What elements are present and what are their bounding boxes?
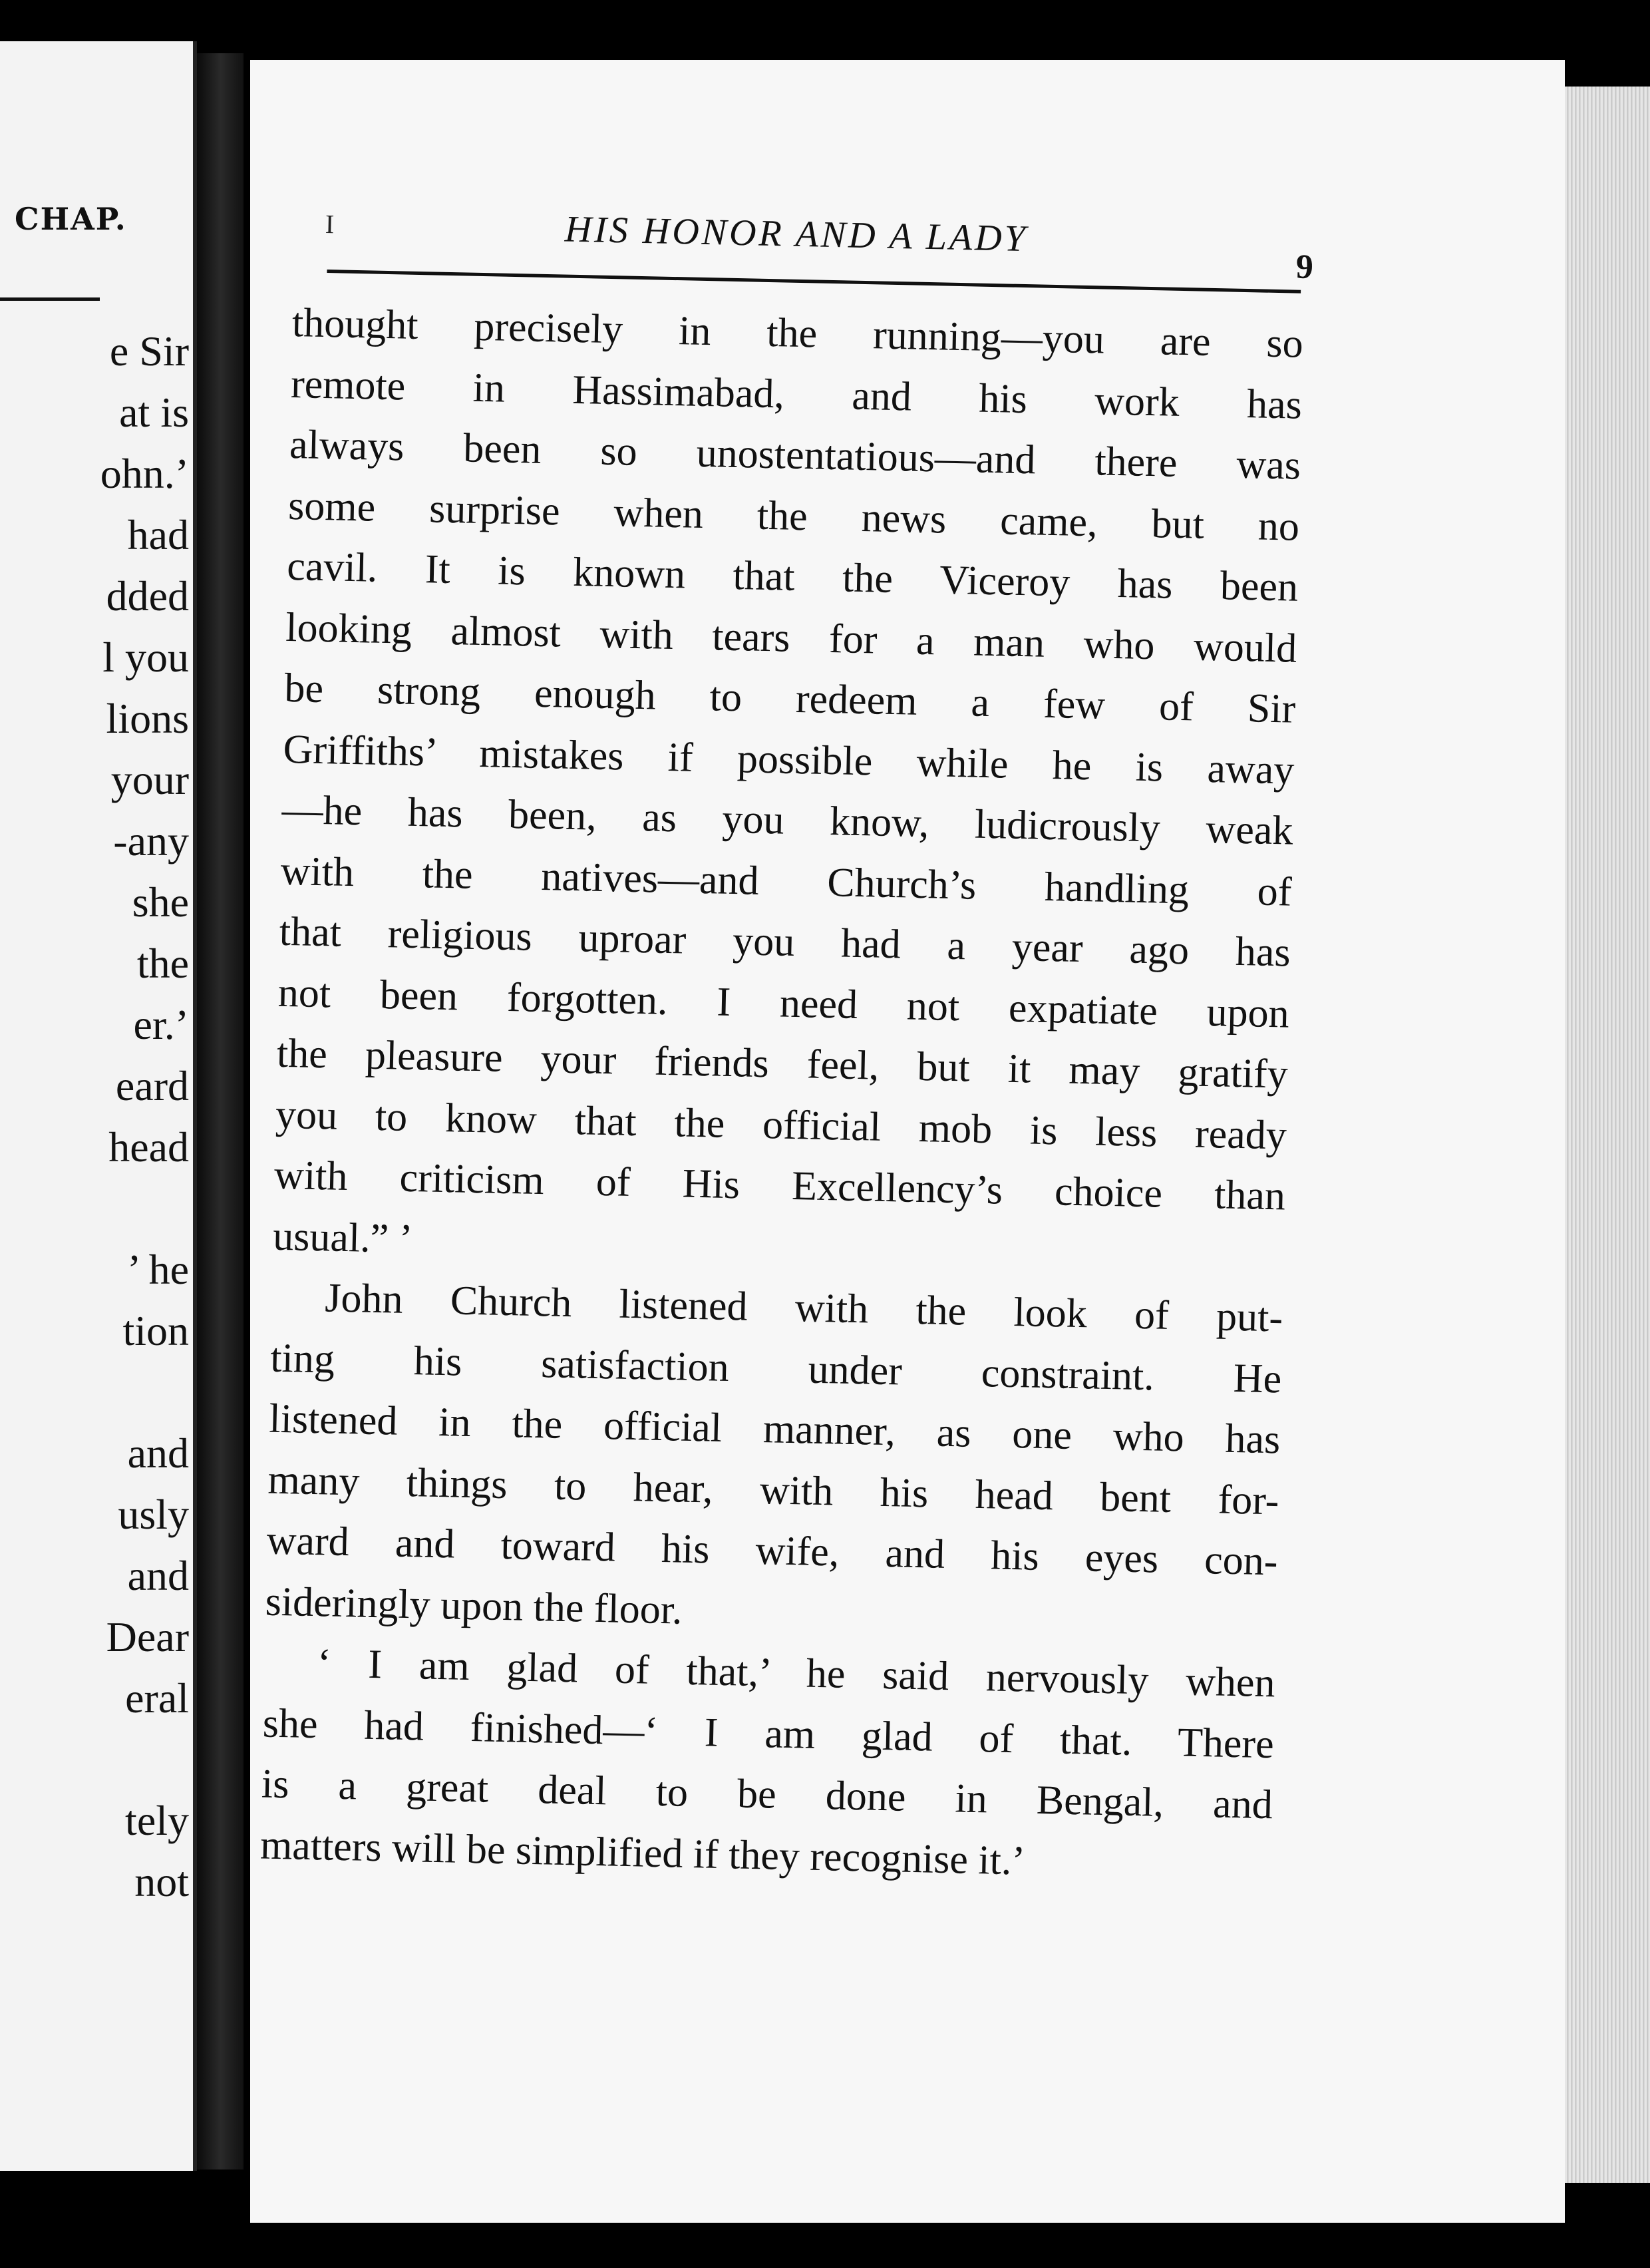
text-line: always been so unostentatious—and there was [289, 421, 1301, 488]
book-gutter [197, 53, 244, 2170]
left-line: and [127, 1429, 189, 1477]
left-line [100, 1729, 189, 1790]
left-line: your [110, 756, 189, 803]
left-line: e Sir [109, 327, 189, 375]
left-line: tion [122, 1307, 189, 1354]
left-line: tely [125, 1797, 189, 1844]
left-line: had [127, 511, 189, 558]
text-line: cavil. It is known that the Viceroy has been [286, 543, 1299, 610]
folio-mark: I [325, 208, 335, 240]
text-line: matters will be simplified if they recognise it.’ [259, 1821, 1026, 1884]
left-line: head [108, 1123, 189, 1171]
text-line: she had finished—‘ I am glad of that. There [262, 1700, 1275, 1767]
text-line: Griffiths’ mistakes if possible while he is away [282, 726, 1295, 793]
left-line: ohn.’ [100, 450, 189, 497]
left-line: usly [118, 1491, 189, 1538]
left-line: l you [102, 634, 189, 681]
text-line: some surprise when the news came, but no [287, 482, 1300, 550]
left-page-text [100, 321, 189, 1913]
left-line: -any [113, 817, 189, 864]
text-line: with criticism of His Excellency’s choice than [273, 1152, 1286, 1219]
left-line [100, 1362, 189, 1423]
text-line: looking almost with tears for a man who would [285, 604, 1297, 671]
text-line: many things to hear, with his head bent for- [267, 1457, 1280, 1523]
text-line: ting his satisfaction under constraint. He [269, 1335, 1282, 1402]
text-line: thought precisely in the running—you are so [291, 299, 1304, 367]
text-line: the pleasure your friends feel, but it may gratify [276, 1030, 1289, 1097]
left-line: she [132, 878, 189, 926]
text-line: ward and toward his wife, and his eyes con- [266, 1517, 1279, 1585]
text-line: listened in the official manner, as one who has [268, 1396, 1281, 1463]
text-line: be strong enough to redeem a few of Sir [283, 665, 1296, 732]
left-line: lions [106, 695, 189, 742]
text-line: —he has been, as you know, ludicrously weak [281, 787, 1294, 854]
page-block-edge [1565, 87, 1650, 2183]
text-line: usual.” ’ [272, 1213, 414, 1262]
left-page-rule [0, 297, 100, 301]
left-line: eral [125, 1674, 189, 1722]
left-line: the [136, 940, 189, 987]
left-page-chapter-label: CHAP. [15, 201, 127, 237]
left-line: er.’ [133, 1001, 189, 1048]
text-line: not been forgotten. I need not expatiate upon [277, 970, 1290, 1037]
text-line: with the natives—and Church’s handling of [280, 848, 1293, 915]
left-line [100, 1178, 189, 1239]
left-line: dded [106, 572, 189, 620]
text-line: sideringly upon the floor. [265, 1579, 683, 1633]
body-text [259, 293, 1303, 1897]
left-line: and [127, 1552, 189, 1599]
text-line: ‘ I am glad of that,’ he said nervously when [317, 1640, 1276, 1706]
left-line: Dear [106, 1613, 189, 1660]
text-line: that religious uproar you had a year ago has [279, 908, 1291, 976]
text-line: John Church listened with the look of put- [324, 1275, 1283, 1341]
text-line: you to know that the official mob is less ready [275, 1091, 1287, 1159]
left-line: at is [119, 389, 189, 436]
left-line: ’ he [127, 1246, 189, 1293]
page-number: 9 [1295, 248, 1314, 287]
left-line: eard [115, 1062, 189, 1109]
left-line: not [134, 1858, 189, 1905]
running-title: HIS HONOR AND A LADY [564, 208, 1029, 260]
text-line: is a great deal to be done in Bengal, and [261, 1761, 1273, 1828]
text-line: remote in Hassimabad, and his work has [290, 361, 1303, 428]
left-facing-page [0, 41, 197, 2171]
